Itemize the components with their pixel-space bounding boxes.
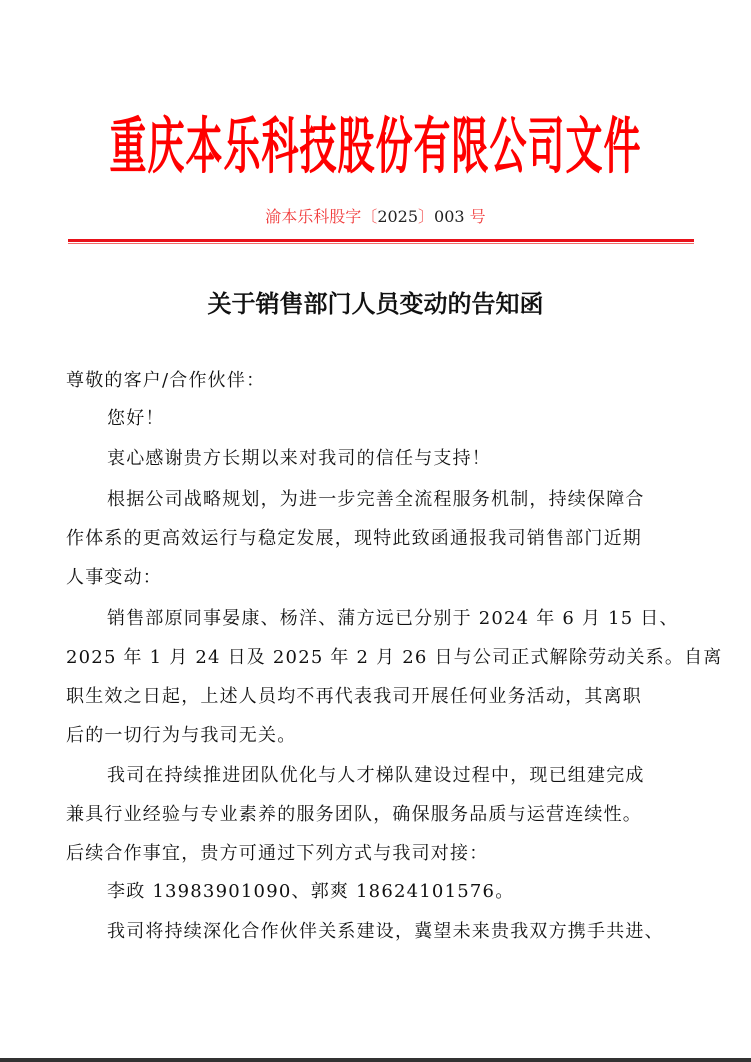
body-text-line: 作体系的更高效运行与稳定发展，现特此致函通报我司销售部门近期 [66,528,642,549]
doc-number-suffix: 号 [464,207,486,226]
doc-number-value: 003 [434,207,465,226]
red-divider-thin [68,243,694,244]
body-text-line: 李政 13983901090、郭爽 18624101576。 [107,881,515,902]
red-divider-thick [68,239,694,242]
doc-number-bracket: 〕 [418,207,435,226]
body-text-line: 尊敬的客户/合作伙伴： [66,370,266,391]
body-text-line: 我司在持续推进团队优化与人才梯队建设过程中，现已组建完成 [107,765,645,786]
body-text-line: 兼具行业经验与专业素养的服务团队，确保服务品质与运营连续性。 [66,804,642,825]
document-number [0,204,751,227]
body-text-line: 2025 年 1 月 24 日及 2025 年 2 月 26 日与公司正式解除劳动关系。自离 [66,647,723,668]
org-letterhead-title: 重庆本乐科技股份有限公司文件 [109,110,642,182]
doc-number-prefix: 渝本乐科股字〔 [265,207,378,226]
body-text-line: 衷心感谢贵方长期以来对我司的信任与支持！ [107,448,491,469]
body-text-line: 后的一切行为与我司无关。 [66,725,297,746]
body-text-line: 职生效之日起，上述人员均不再代表我司开展任何业务活动，其离职 [66,686,642,707]
page-bottom-edge [0,1058,751,1062]
body-text-line: 销售部原同事晏康、杨洋、蒲方远已分别于 2024 年 6 月 15 日、 [107,608,679,629]
body-text-line: 我司将持续深化合作伙伴关系建设，冀望未来贵我双方携手共进、 [107,921,664,942]
body-text-line: 后续合作事宜，贵方可通过下列方式与我司对接： [66,843,489,864]
body-text-line: 根据公司战略规划，为进一步完善全流程服务机制，持续保障合 [107,489,645,510]
doc-number-year: 2025 [377,207,419,226]
body-text-line: 人事变动： [66,567,162,588]
document-title: 关于销售部门人员变动的告知函 [207,290,544,318]
body-text-line: 您好！ [107,408,165,429]
